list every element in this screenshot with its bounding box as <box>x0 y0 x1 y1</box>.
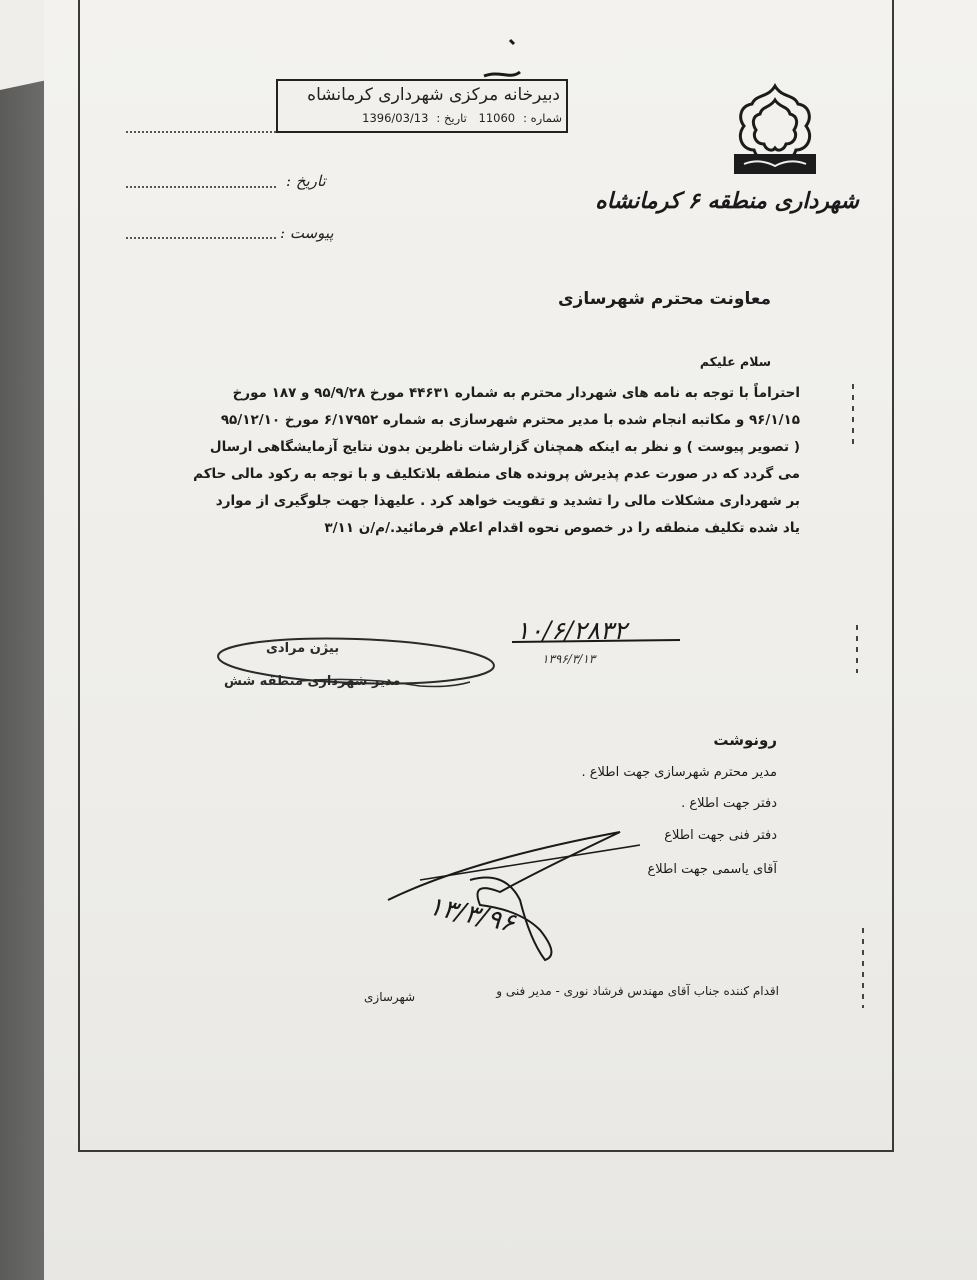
copy-item: آقای یاسمی جهت اطلاع <box>647 862 777 877</box>
organization-name: شهرداری منطقه ۶ کرمانشاه <box>595 188 859 214</box>
margin-mark <box>856 625 858 673</box>
action-note-continued: شهرسازی <box>364 990 416 1004</box>
action-note: اقدام کننده جناب آقای مهندس فرشاد نوری - مدیر فنی و <box>496 984 779 998</box>
copies-title: رونوشت <box>713 731 777 749</box>
stamp-meta <box>354 111 562 125</box>
registration-stamp <box>276 79 568 133</box>
handwritten-reference-number: ۱۰/۶/۲۸۳۲ <box>516 616 627 645</box>
copy-item: دفتر فنی جهت اطلاع <box>664 828 777 843</box>
body-line: ۹۶/۱/۱۵ و مکاتبه انجام شده با مدیر محترم شهرسازی به شماره ۶/۱۷۹۵۲ مورخ ۹۵/۱۲/۱۰ <box>220 412 800 428</box>
letter-greeting: سلام علیکم <box>699 354 771 369</box>
copy-item: دفتر جهت اطلاع . <box>681 796 777 811</box>
body-line: ( تصویر پیوست ) و نظر به اینکه همچنان گزارشات ناظرین بدون نتایج آزمایشگاهی ارسال <box>209 439 800 455</box>
attachment-field-label: پیوست : <box>280 224 334 242</box>
date-field-line <box>126 186 276 188</box>
body-line: می گردد که در صورت عدم پذیرش پرونده های منطقه بلاتکلیف و با توجه به رکود مالی حاکم <box>193 466 800 482</box>
body-line: احتراماً با توجه به نامه های شهردار محترم به شماره ۴۴۶۳۱ مورخ ۹۵/۹/۲۸ و ۱۸۷ مورخ <box>232 385 800 401</box>
stamp-date-label: تاریخ : <box>436 111 467 125</box>
letter-body <box>150 380 800 542</box>
copy-item: مدیر محترم شهرسازی جهت اطلاع . <box>581 765 777 780</box>
signatory-title: مدیر شهرداری منطقه شش <box>224 674 401 689</box>
letter-addressee: معاونت محترم شهرسازی <box>557 289 771 309</box>
number-field-line <box>126 131 276 133</box>
attachment-field-line <box>126 237 276 239</box>
municipality-emblem-icon <box>720 80 830 180</box>
stamp-number-label: شماره : <box>523 111 562 125</box>
stamp-number-value: 11060 <box>478 111 516 125</box>
margin-mark <box>862 928 864 1008</box>
body-line: بر شهرداری مشکلات مالی را تشدید و تقویت خواهد کرد . علیهذا جهت جلوگیری از موارد <box>215 493 800 509</box>
stamp-title: دبیرخانه مرکزی شهرداری کرمانشاه <box>307 85 560 105</box>
margin-mark <box>852 384 854 444</box>
handwritten-reference-date: ۱۳۹۶/۳/۱۳ <box>542 652 596 666</box>
stamp-date-value: 1396/03/13 <box>362 111 429 125</box>
signatory-name: بیژن مرادی <box>266 641 340 656</box>
body-line: یاد شده تکلیف منطقه را در خصوص نحوه اقدام اعلام فرمائید./م/ن ۳/۱۱ <box>324 520 800 536</box>
date-field-label: تاریخ : <box>286 172 326 190</box>
handwritten-sign-date: ۱۳/۳/۹۶ <box>425 891 518 939</box>
